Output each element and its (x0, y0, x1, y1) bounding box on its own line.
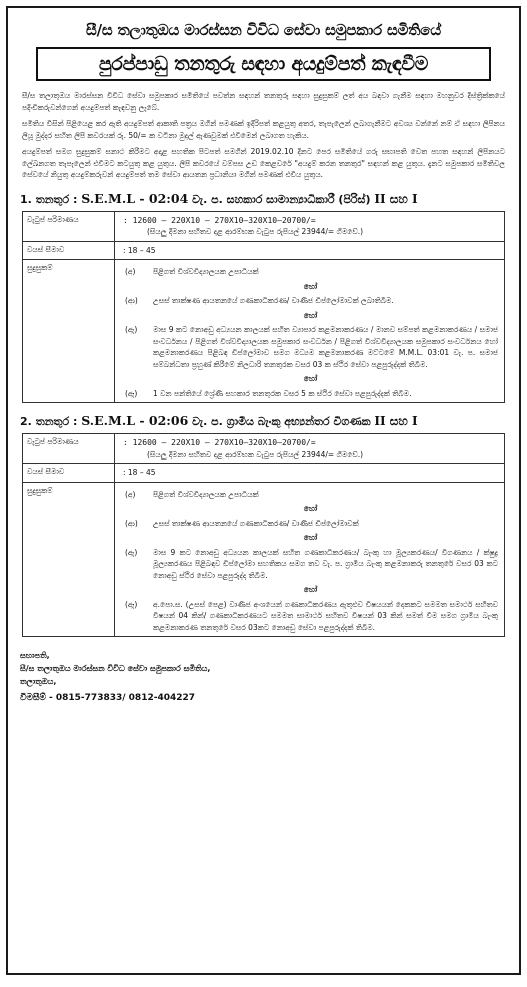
post-number: 1. (20, 192, 32, 206)
qualification-item (125, 599, 498, 634)
age-label: වයස් සීමාව (23, 242, 115, 260)
qualification-mark: (ඇ) (125, 325, 138, 334)
age-row (23, 463, 504, 482)
qualification-mark: (අ) (125, 267, 136, 276)
salary-value (115, 212, 504, 241)
qualification-mark: (ඈ) (125, 599, 138, 609)
qualification-text: පිළිගත් විශ්වවිද්‍යාලයක උපාධියක් (153, 267, 259, 276)
qualification-text: මාස 9 කට නොඅඩු අධ්‍යයන කාලයක් සහිත ගණකාධිකරණය/ බැංකු හා මූල්‍යකරණය/ විගණනය / ක්ෂුද්‍ර මූල්‍යකරණය පිළිබඳව ඩිප්ලෝමා සහතිකය සමග තව වැ. ප. ග්‍රාමීය බැංකු කළමනාකරු තනතුරේ වසර 03 කට නොඅඩු ස්ථිර සේවා පළපුරුද්ද තිබීම. (153, 547, 498, 580)
salary-row (23, 212, 504, 241)
qualification-item (125, 295, 498, 307)
qualification-item (125, 266, 498, 278)
intro-text (22, 90, 505, 181)
qualification-mark: (ආ) (125, 296, 138, 305)
post-name: වැ. ප. ග්‍රාමීය බැංකු අභ්‍යන්තර විගණක (192, 415, 371, 428)
qualification-mark: (ඈ) (125, 388, 138, 398)
post-details-table (22, 211, 505, 404)
qualification-text: මාස 9 කට නොඅඩු අධ්‍යයන කාලයක් සහිත ව්‍යාපාර කළමනාකරණය / මානව සම්පත් කළමනාකරණය / සමාජ සංවර්ධනය / පිළිගත් විශ්වවිද්‍යාලයක සමුපකාර සංවර්ධන / පිළිගත් විශ්වවිද්‍යාලයක සමුපකාර සංවර්ධනය හෝ කළමනාකරණය පිළිබඳ ඩිප්ලෝමාව සමග මධ්‍යම කළමනාකරණ මට්ටමේ M.M.L. 03:01 වැ. ප. සමාජ සම්බන්ධතා ප්‍රහුණ් කිරීමේ නිලධාරි තනතුරක වසර 03 ක ස්ථිර සේවා පළපුරුද්දක් තිබීම. (153, 325, 498, 369)
salary-note: (සියලු දීමනා සහිතව දළ ආරම්භක වැටුප රුපියල් 23944/= ගිමවේ.) (147, 449, 364, 459)
age-value: : 18 – 45 (123, 468, 156, 477)
organization-name: සී/ස තලාතුඔය මාරස්සන විවිධ සේවා සමුපකාර සමිතියේ (85, 21, 441, 39)
qualification-text: අ.පො.ස. (උසස් පෙළ) වාණිජ අංශයෙන් ගණකාධිකරණය ඇතුළුව විෂයයන් දෙකකට සමමත සමාර්ථ සහිතව විෂයන් 04 කින්/ ගණකාධිකරණයට සමමත සාමාර්ථ සහිතව විෂයන් 03 කින් සමත් වීම සමග ග්‍රාමීය බැංකු කළමනාකරණ තනතුරේ වසර 03කට නොඅඩු සේවා පළපුරුද්දක් තිබීම. (153, 599, 498, 632)
or-separator: හෝ (303, 585, 318, 594)
salary-row (23, 434, 504, 463)
post-title-prefix: තනතුර : (35, 415, 78, 428)
qualification-mark: (ඇ) (125, 547, 138, 557)
qualification-text: පිළිගත් විශ්වවිද්‍යාලයක උපාධියක් (153, 489, 259, 499)
signature-organization: සී/ස තලාතුඔය මාරස්සන විවිධ සේවා සමුපකාර සමිතිය, (20, 664, 211, 673)
or-separator: හෝ (303, 374, 318, 383)
qualification-text: උසස් තාක්ෂණ ආයතනයේ ගණකාධිකරණ/ වාණිජ ඩිප්ලෝමාවක් (153, 518, 359, 528)
signature-block (20, 649, 505, 688)
age-label: වයස් සීමාව (23, 464, 115, 482)
post-code: S.E.M.L - 02:04 (81, 190, 189, 206)
or-separator: හෝ (303, 504, 318, 513)
qualifications-label: සුදුසුකම් (23, 483, 115, 637)
salary-scale: : 12600 – 220X10 – 270X10–320X10–20700/= (123, 438, 316, 447)
salary-value (115, 434, 504, 463)
qualifications-row (23, 259, 504, 402)
qualifications-list (115, 483, 504, 637)
qualifications-row (23, 482, 504, 637)
salary-label: වැටුප් පරිමාණය (23, 212, 115, 241)
salary-note: (සියලු දීමනා සහිතව දළ ආරම්භක වැටුප රුපියල් 23944/= ගිමවේ.) (147, 227, 364, 236)
qualifications-list (115, 260, 504, 402)
qualification-item (125, 324, 498, 370)
or-separator: හෝ (303, 281, 318, 291)
post-grade: II සහ I (374, 414, 418, 428)
headline: පුරප්පාඩු තනතුරු සඳහා අයදුම්පත් කැඳවීම (36, 47, 491, 81)
signature-address: තලාතුඔය, (20, 677, 57, 686)
qualification-text: උසස් තාක්ෂණ ආයතනයේ ගණකාධිකරණ/ වාණිජ ඩිප්ලෝමාවක් ලබාතිබීම. (153, 296, 394, 305)
qualification-item (125, 489, 498, 501)
intro-paragraph: සමිතිය විසින් පිළියෙළ කර ඇති අයදුම්පත් ආකෘති පත්‍රය මගින් පමණක් ඉදිරිපත් කළයුතු අතර, තැපැලෙන් ලබාගැනීමට අවශ්‍ය වන්නේ නම් ඒ සඳහා ලිපිනය ලියූ මුද්දර සහිත ලිපි කවරයක් රු. 50/= ක වටිනා මුදල් ඇණවුමක් එවීමෙන් ලබාගත හැකිය. (22, 119, 505, 140)
salary-label: වැටුප් පරිමාණය (23, 434, 115, 463)
post-grade: II සහ I (374, 191, 418, 206)
intro-paragraph: අයදුම්පත් සමග සුදුසුකම් සනාථ කිරීමට අදාළ සහතික පිටපත් සමගින් 2019.02.10 දිනට පෙර සමිතියේ ගරු සභාපති වෙත පහත සඳහන් ලිපිනයට ලේඛනගත තැපෑලෙන් එවීමට කටයුතු කළ යුතුය. ලිපි කවරයේ වම්පස උඩ කෙළවරේ "අයදුම් කරන තනතුර" සඳහන් කළ යුතුය. දැනට සමුපකාර සමිතිවල සේවයේ නියුතු අයදුම්කරුවන් අයදුම්පත් තම සේවා ආයතන ප්‍රධානියා මගින් පමණක් එවිය යුතුය. (22, 147, 505, 179)
age-row (23, 241, 504, 260)
signature-title: සභාපති, (20, 651, 50, 660)
qualification-item (125, 518, 498, 530)
contact-numbers: විමසීම් - 0815-773833/ 0812-404227 (20, 693, 196, 703)
qualification-item (125, 547, 498, 582)
post-title (20, 191, 505, 207)
qualification-item (125, 388, 498, 400)
qualification-text: 1 වන පන්තියේ ශ්‍රේණි සහකාර තනතුරක වසර 5 ක ස්ථිර සේවා පළපුරුද්දක් තිබීම. (153, 388, 412, 398)
post-number: 2. (20, 415, 32, 428)
or-separator: හෝ (303, 310, 318, 320)
or-separator: හෝ (303, 533, 318, 542)
post-code: S.E.M.L - 02:06 (81, 413, 189, 428)
salary-scale: : 12600 – 220X10 – 270X10–320X10–20700/= (123, 215, 316, 225)
post-title-prefix: තනතුර : (35, 192, 78, 206)
qualification-mark: (අ) (125, 489, 136, 499)
advertisement (6, 6, 521, 975)
intro-paragraph: සී/ස තලාතුඔය මාරස්සන විවිධ සේවා සමුපකාර සමිතියේ පවත්න සඳහන් තනතුරු සඳහා සුදුසුකම් ලත් අය බඳවා ගැනීම සඳහා මහනුවර දිස්ත්‍රික්කයේ පදිංචිකරුවන්ගෙන් අයදුම්පත් කැඳවනු ලැබේ. (22, 91, 505, 112)
post-title (20, 413, 505, 429)
post-name: වැ. ප. සහකාර සාමාන්‍යාධිකාරී (පිරිස්) (192, 192, 371, 206)
qualification-mark: (ආ) (125, 518, 138, 528)
age-value: : 18 – 45 (123, 245, 156, 255)
qualifications-label: සුදුසුකම් (23, 260, 115, 402)
post-details-table (22, 433, 505, 637)
